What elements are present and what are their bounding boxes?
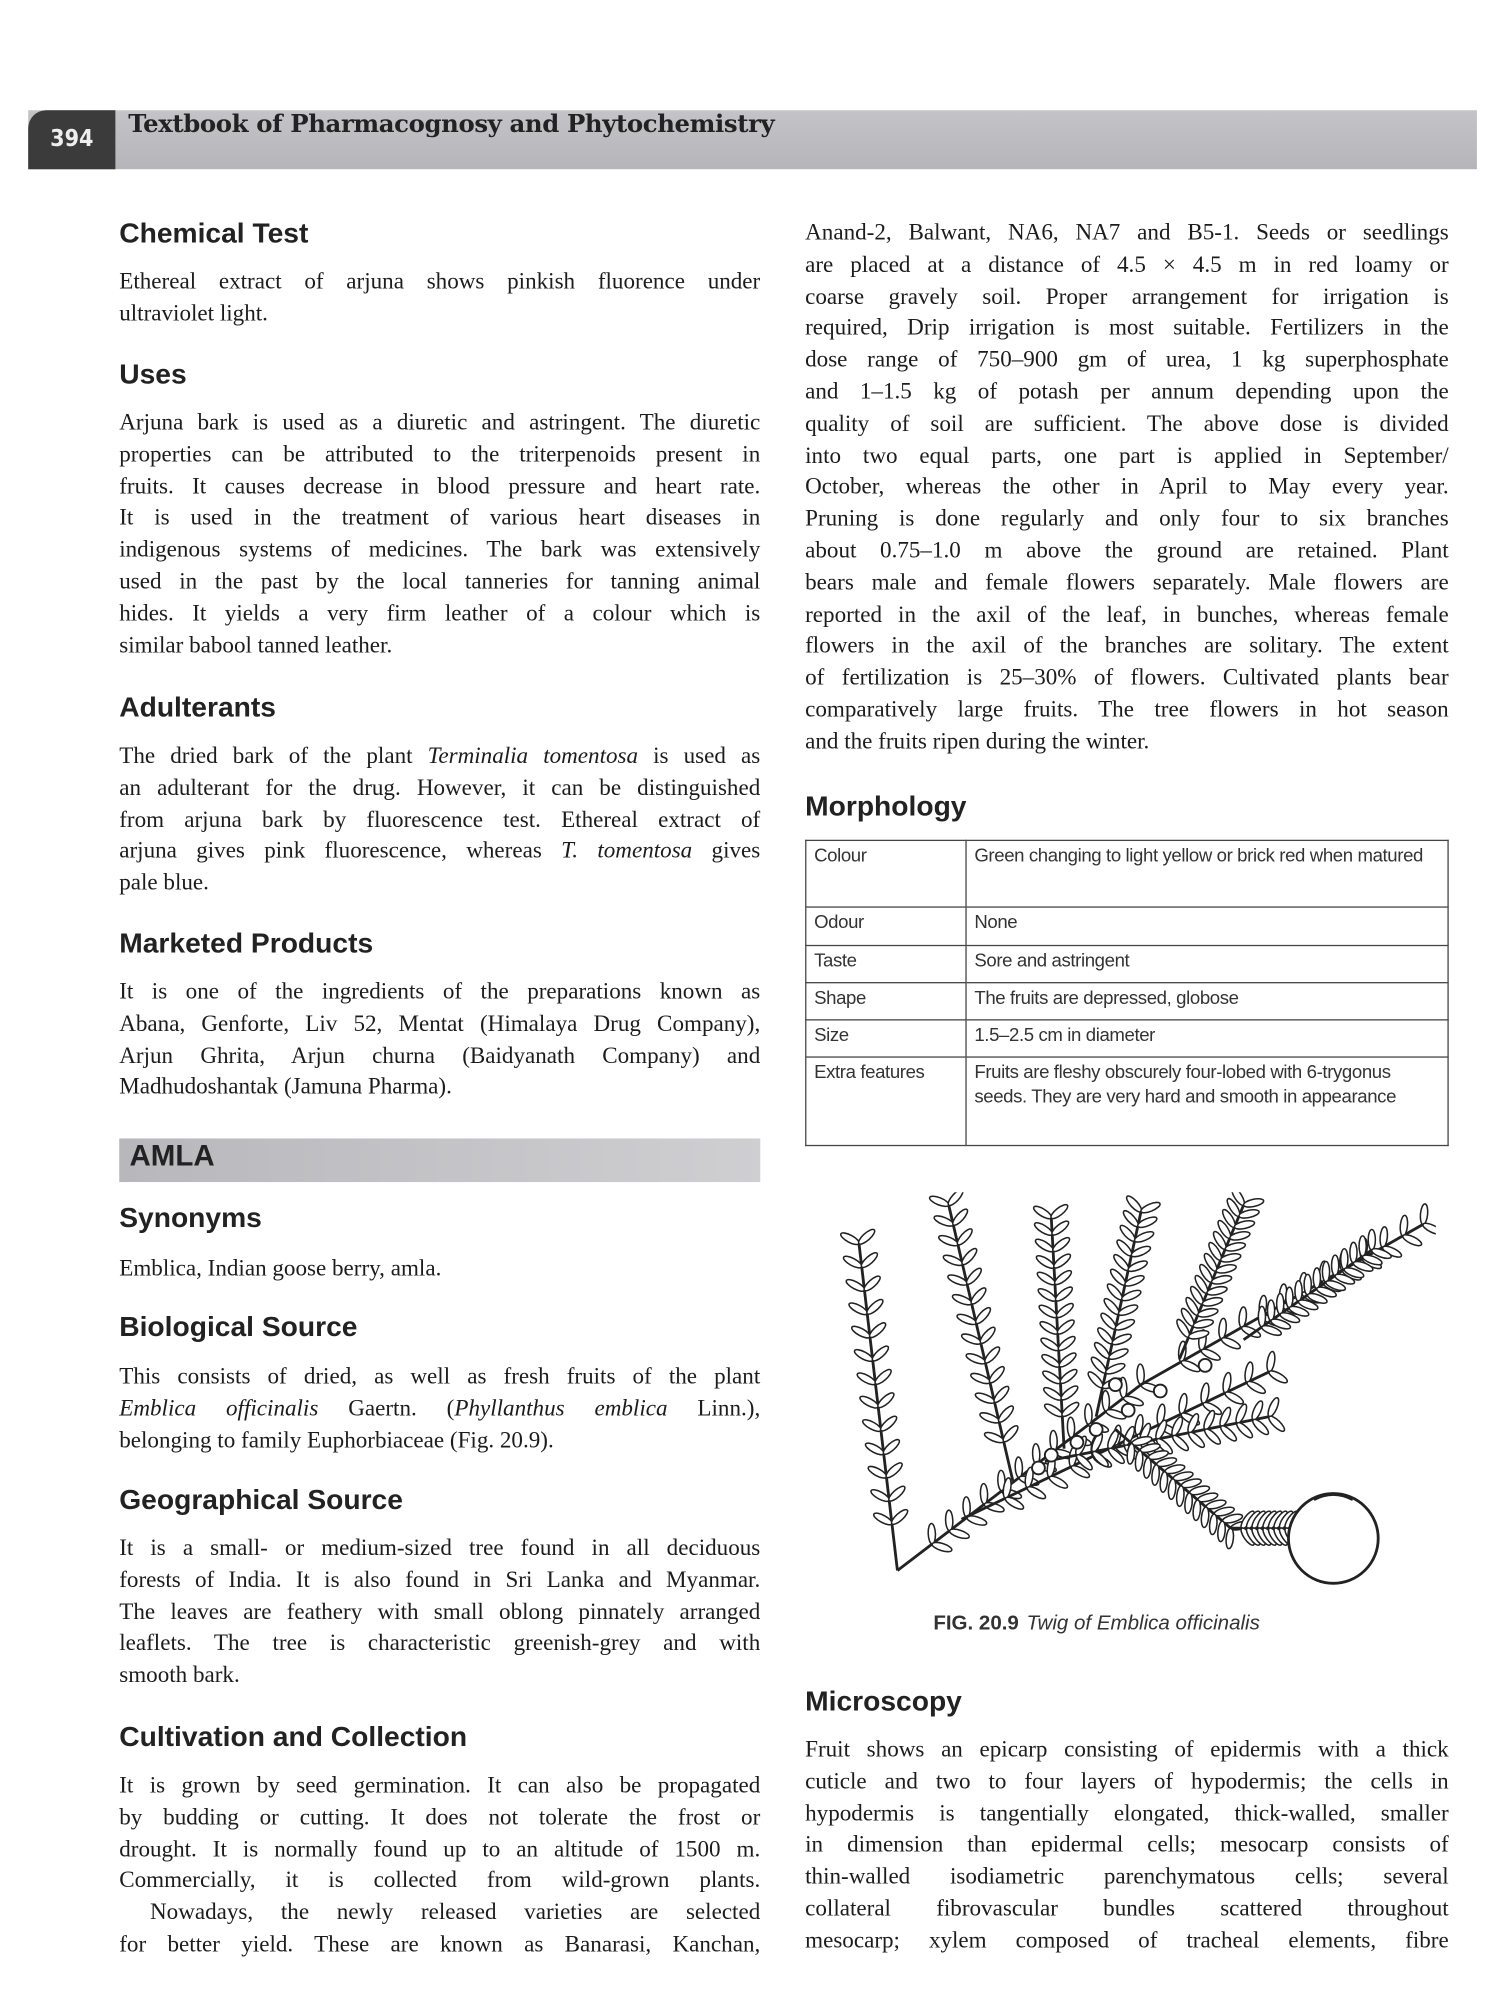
small-fruit (1032, 1462, 1045, 1475)
leaflet (987, 1365, 1006, 1385)
leaflet (1368, 1229, 1375, 1250)
heading-uses: Uses (119, 357, 187, 390)
heading-adulterants: Adulterants (119, 691, 276, 724)
leaflet (887, 1484, 907, 1503)
leaflet (949, 1527, 971, 1540)
morphology-value: Sore and astringent (966, 946, 1448, 983)
morphology-value: Green changing to light yellow or brick red when matured (966, 840, 1448, 907)
heading-chemical-test: Chemical Test (119, 216, 309, 249)
leaflet (1151, 1464, 1160, 1485)
leaflet (1266, 1351, 1276, 1372)
text-line: mesocarp; xylem composed of tracheal elements, fibre (805, 1926, 1449, 1953)
text-line: dose range of 750–900 gm of urea, 1 kg superphosphate (805, 346, 1449, 373)
text-line: fruits. It causes decrease in blood pressure and heart rate. (119, 472, 761, 499)
book-title: Textbook of Pharmacognosy and Phytochemistry (128, 110, 775, 139)
text-line: comparatively large fruits. The tree flowers in hot season (805, 696, 1449, 722)
text-line: pale blue. (119, 869, 209, 896)
para-synonyms (119, 1253, 760, 1285)
text-line: indigenous systems of medicines. The bark was extensively (119, 536, 761, 562)
morphology-row (806, 907, 1448, 945)
text-line: an adulterant for the drug. However, it can be distinguished (119, 774, 761, 800)
leaflet (1225, 1528, 1234, 1549)
text-line: of fertilization is 25–30% of flowers. Cultivated plants bear (805, 664, 1449, 690)
morphology-row (806, 1020, 1448, 1057)
leaflet (1140, 1200, 1162, 1215)
leaflet (1168, 1478, 1177, 1499)
leaflet (879, 1414, 899, 1433)
leaflet (1224, 1390, 1245, 1406)
text-line: for better yield. These are known as Banarasi, Kanchan, (119, 1930, 761, 1957)
leaflet (1420, 1204, 1429, 1225)
leaflet (1267, 1300, 1274, 1321)
para-uses (119, 406, 760, 660)
heading-biological-source: Biological Source (119, 1310, 358, 1343)
leaflet (870, 1344, 890, 1363)
para-biological-source (119, 1360, 760, 1455)
leaflet (839, 1231, 860, 1247)
leaflet (876, 1391, 896, 1410)
text-line: It is grown by seed germination. It can also be propagated (119, 1771, 761, 1798)
small-fruit (1071, 1436, 1084, 1449)
morphology-property: Taste (806, 946, 966, 983)
small-fruit (1045, 1449, 1058, 1462)
para-adulterants (119, 740, 760, 899)
text-line: cuticle and two to four layers of hypodermis; the cells in (805, 1767, 1449, 1794)
text-line: Commercially, it is collected from wild-grown plants. (119, 1867, 761, 1893)
leaflet (1192, 1500, 1201, 1521)
leaflet (931, 1541, 953, 1554)
running-header (28, 110, 1477, 169)
text-line: leaflets. The tree is characteristic greenish-grey and with (119, 1629, 761, 1656)
leaflet (1219, 1424, 1239, 1443)
heading-cultivation: Cultivation and Collection (119, 1720, 468, 1753)
text-line: ultraviolet light. (119, 299, 268, 326)
para-microscopy (805, 1733, 1449, 1956)
text-line: reported in the axil of the leaf, in bunches, whereas female (805, 600, 1449, 627)
morphology-value: The fruits are depressed, globose (966, 983, 1448, 1020)
morphology-property: Odour (806, 907, 966, 945)
heading-morphology: Morphology (805, 789, 967, 822)
text-line: arjuna gives pink fluorescence, whereas T. tomentosa gives (119, 837, 761, 864)
leaflet (992, 1384, 1011, 1404)
text-line: It is used in the treatment of various heart diseases in (119, 504, 761, 530)
leaflet (890, 1507, 910, 1526)
para-chemical-test (119, 265, 760, 329)
text-line: belonging to family Euphorbiaceae (Fig. 20.9). (119, 1426, 554, 1453)
leaflet (881, 1437, 901, 1456)
leaflet (1422, 1221, 1436, 1236)
text-line: used in the past by the local tanneries for tanning animal (119, 567, 761, 594)
text-line: required, Drip irrigation is most suitable. Fertilizers in the (805, 314, 1449, 341)
heading-synonyms: Synonyms (119, 1201, 262, 1234)
leaflet (951, 1207, 970, 1227)
leaflet (1049, 1202, 1070, 1220)
text-line: and 1–1.5 kg of potash per annum depending upon the (805, 378, 1449, 404)
leaflet (1159, 1471, 1168, 1492)
leaflet (1015, 1457, 1023, 1478)
leaflet (865, 1297, 885, 1316)
leaflet (1209, 1514, 1218, 1535)
leaflet (1220, 1336, 1242, 1351)
figure-label: FIG. 20.9 (933, 1612, 1019, 1635)
text-line: in dimension than epidermal cells; mesocarp consists of (805, 1831, 1449, 1857)
text-line: October, whereas the other in April to May every year. (805, 473, 1449, 500)
text-line: Nowadays, the newly released varieties are selected (149, 1898, 761, 1925)
text-line: similar babool tanned leather. (119, 631, 393, 658)
leaflet (1171, 1433, 1191, 1452)
leaflet (1217, 1521, 1226, 1542)
fruit (1288, 1494, 1378, 1584)
text-line: smooth bark. (119, 1661, 240, 1688)
morphology-property: Colour (806, 840, 966, 907)
para-cultivation-continued (805, 217, 1449, 757)
leaflet (1187, 1430, 1207, 1449)
text-line: collateral fibrovascular bundles scattered throughout (805, 1894, 1449, 1921)
leaflet (1102, 1391, 1110, 1412)
leaflet (1267, 1414, 1287, 1433)
text-line: It is a small- or medium-sized tree found in all deciduous (119, 1534, 761, 1561)
leaflet (983, 1345, 1002, 1365)
leaflet (1067, 1417, 1075, 1438)
leaflet (873, 1367, 893, 1386)
heading-microscopy: Microscopy (805, 1684, 962, 1717)
text-line: hypodermis is tangentially elongated, thick-walled, smaller (805, 1799, 1449, 1826)
morphology-table (805, 840, 1449, 1146)
leaflet (862, 1274, 882, 1293)
leaflet (964, 1266, 983, 1286)
text-line: Ethereal extract of arjuna shows pinkish fluorence under (119, 267, 761, 294)
small-fruit (1154, 1385, 1167, 1398)
leaflet (1267, 1369, 1288, 1385)
section-title: AMLA (129, 1138, 215, 1172)
leaflet (945, 1510, 953, 1531)
text-line: Pruning is done regularly and only four to six branches (805, 505, 1449, 531)
leaflet (1277, 1294, 1284, 1315)
morphology-row (806, 1057, 1448, 1145)
leaflet (1251, 1417, 1271, 1436)
leaflet (1304, 1274, 1311, 1295)
text-line: It is one of the ingredients of the preparations known as (119, 978, 761, 1004)
leaflet (974, 1306, 993, 1326)
leaflet (1266, 1396, 1281, 1418)
leaflet (1401, 1233, 1423, 1248)
text-line: forests of India. It is also found in Sri Lanka and Myanmar. (119, 1566, 761, 1593)
leaflet (946, 1192, 965, 1207)
text-line: from arjuna bark by fluorescence test. Ethereal extract of (119, 805, 761, 832)
leaflet (1341, 1249, 1348, 1270)
leaflet (857, 1227, 877, 1246)
text-line: coarse gravely soil. Proper arrangement for irrigation is (805, 282, 1449, 309)
text-line: This consists of dried, as well as fresh fruits of the plant (119, 1362, 761, 1389)
text-line: about 0.75–1.0 m above the ground are retained. Plant (805, 537, 1449, 563)
figure-caption-text: Twig of Emblica officinalis (1026, 1612, 1260, 1635)
page-number: 394 (28, 110, 115, 169)
text-line: Emblica, Indian goose berry, amla. (119, 1255, 442, 1281)
text-line: Fruit shows an epicarp consisting of epidermis with a thick (805, 1735, 1449, 1762)
text-line: The dried bark of the plant Terminalia tomentosa is used as (119, 742, 761, 768)
leaflet (1143, 1457, 1152, 1478)
para-cultivation (119, 1769, 760, 1960)
text-line: by budding or cutting. It does not tolerate the frost or (119, 1803, 761, 1830)
leaflet (1184, 1493, 1193, 1514)
leaflet (928, 1523, 936, 1544)
leaflet (884, 1461, 904, 1480)
text-line: properties can be attributed to the triterpenoids present in (119, 440, 761, 467)
small-fruit (1199, 1359, 1212, 1372)
leaflet (1286, 1287, 1293, 1308)
text-line: and the fruits ripen during the winter. (805, 727, 1150, 754)
leaflet (1200, 1507, 1209, 1528)
leaflet (980, 1483, 988, 1504)
text-line: into two equal parts, one part is applied in September/ (805, 441, 1449, 468)
leaflet (1032, 1204, 1053, 1221)
leaflet (1332, 1255, 1339, 1276)
morphology-value: Fruits are fleshy obscurely four-lobed with 6-trygonus seeds. They are very hard and smooth in appearance (966, 1057, 1448, 1145)
leaflet (1203, 1427, 1223, 1446)
leaflet (1240, 1324, 1262, 1339)
heading-marketed-products: Marketed Products (119, 926, 374, 959)
morphology-row (806, 983, 1448, 1020)
morphology-row (806, 946, 1448, 983)
morphology-property: Size (806, 1020, 966, 1057)
text-line: thin-walled isodiametric parenchymatous cells; several (805, 1863, 1449, 1889)
leaflet (1084, 1404, 1092, 1425)
text-line: quality of soil are sufficient. The above dose is divided (805, 409, 1449, 436)
leaflet (1235, 1420, 1255, 1439)
text-line: Anand-2, Balwant, NA6, NA7 and B5-1. Seeds or seedlings (805, 219, 1449, 245)
small-fruit (1109, 1378, 1122, 1391)
leaflet (1258, 1306, 1265, 1327)
section-title-bar (119, 1138, 760, 1182)
leaflet (969, 1286, 988, 1306)
morphology-value: None (966, 907, 1448, 945)
para-geographical-source (119, 1532, 760, 1691)
small-fruit (1122, 1404, 1135, 1417)
leaflet (955, 1227, 974, 1247)
morphology-property: Extra features (806, 1057, 966, 1145)
leaflet (1001, 1424, 1020, 1444)
text-line: Madhudoshantak (Jamuna Pharma). (119, 1073, 452, 1100)
leaflet (1295, 1281, 1302, 1302)
text-line: Abana, Genforte, Liv 52, Mentat (Himalaya Drug Company), (119, 1009, 761, 1036)
para-marketed-products (119, 976, 760, 1103)
leaflet (996, 1404, 1015, 1424)
figure-caption (933, 1613, 1260, 1636)
text-line: Emblica officinalis Gaertn. (Phyllanthus emblica Linn.), (119, 1394, 761, 1421)
leaflet (960, 1247, 979, 1267)
twig-illustration (821, 1192, 1436, 1589)
leaflet (859, 1251, 879, 1270)
leaflet (1313, 1268, 1320, 1289)
leaflet (928, 1194, 950, 1208)
text-line: are placed at a distance of 4.5 × 4.5 m in red loamy or (805, 251, 1449, 277)
leaflet (1245, 1379, 1266, 1395)
text-line: Arjun Ghrita, Arjun churna (Baidyanath Company) and (119, 1041, 761, 1068)
small-fruit (1090, 1423, 1103, 1436)
leaflet (1048, 1474, 1069, 1490)
text-line: flowers in the axil of the branches are solitary. The extent (805, 632, 1449, 659)
leaflet (868, 1321, 888, 1340)
text-line: drought. It is normally found up to an altitude of 1500 m. (119, 1835, 761, 1862)
leaflet (1322, 1262, 1329, 1283)
leaflet (978, 1325, 997, 1345)
morphology-property: Shape (806, 983, 966, 1020)
leaflet (1176, 1486, 1185, 1507)
morphology-row (806, 840, 1448, 907)
text-line: bears male and female flowers separately. Male flowers are (805, 568, 1449, 595)
heading-geographical-source: Geographical Source (119, 1483, 403, 1516)
leaflet (1350, 1242, 1357, 1263)
morphology-value: 1.5–2.5 cm in diameter (966, 1020, 1448, 1057)
text-line: The leaves are feathery with small oblong pinnately arranged (119, 1598, 761, 1624)
leaflet (1359, 1236, 1366, 1257)
text-line: hides. It yields a very firm leather of a colour which is (119, 599, 761, 626)
text-line: Arjuna bark is used as a diuretic and astringent. The diuretic (119, 408, 761, 435)
leaflet (1026, 1485, 1047, 1501)
leaflet (1243, 1197, 1265, 1208)
